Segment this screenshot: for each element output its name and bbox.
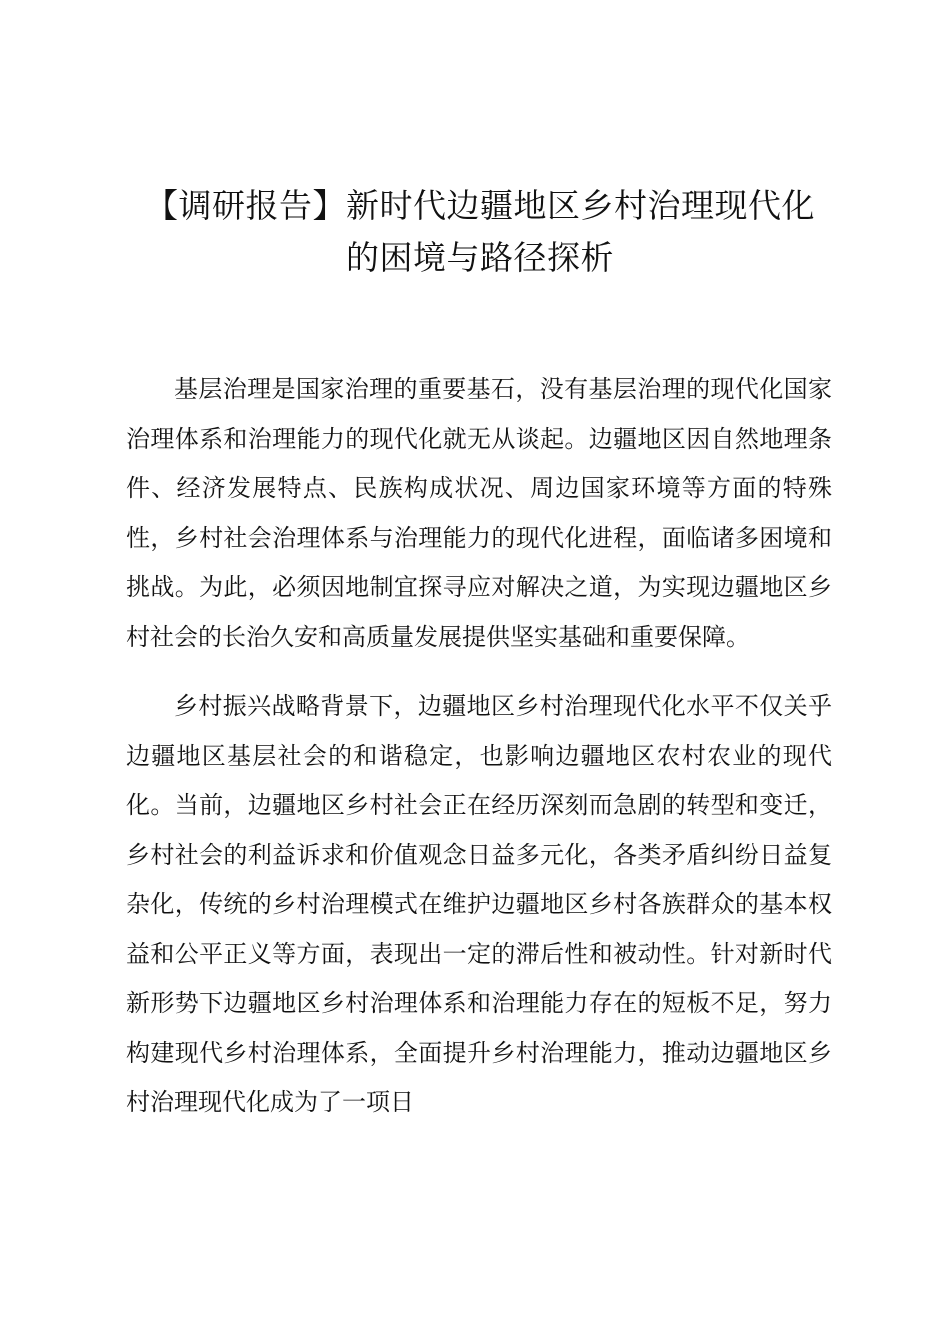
paragraph-1: 基层治理是国家治理的重要基石，没有基层治理的现代化国家治理体系和治理能力的现代化就无从谈起。边疆地区因自然地理条件、经济发展特点、民族构成状况、周边国家环境等方面的特殊性，乡村社会治理体系与治理能力的现代化进程，面临诸多困境和挑战。为此，必须因地制宜探寻应对解决之道，为实现边疆地区乡村社会的长治久安和高质量发展提供坚实基础和重要保障。: [126, 375, 832, 651]
title-line-1: 【调研报告】新时代边疆地区乡村治理现代化: [145, 186, 815, 225]
document-title: [100, 180, 860, 284]
title-line-2: 的困境与路径探析: [346, 238, 614, 277]
paragraph-2: 乡村振兴战略背景下，边疆地区乡村治理现代化水平不仅关乎边疆地区基层社会的和谐稳定，也影响边疆地区农村农业的现代化。当前，边疆地区乡村社会正在经历深刻而急剧的转型和变迁，乡村社会的利益诉求和价值观念日益多元化，各类矛盾纠纷日益复杂化，传统的乡村治理模式在维护边疆地区乡村各族群众的基本权益和公平正义等方面，表现出一定的滞后性和被动性。针对新时代新形势下边疆地区乡村治理体系和治理能力存在的短板不足，努力构建现代乡村治理体系，全面提升乡村治理能力，推动边疆地区乡村治理现代化成为了一项日: [126, 692, 832, 1116]
document-body: [126, 365, 832, 1148]
